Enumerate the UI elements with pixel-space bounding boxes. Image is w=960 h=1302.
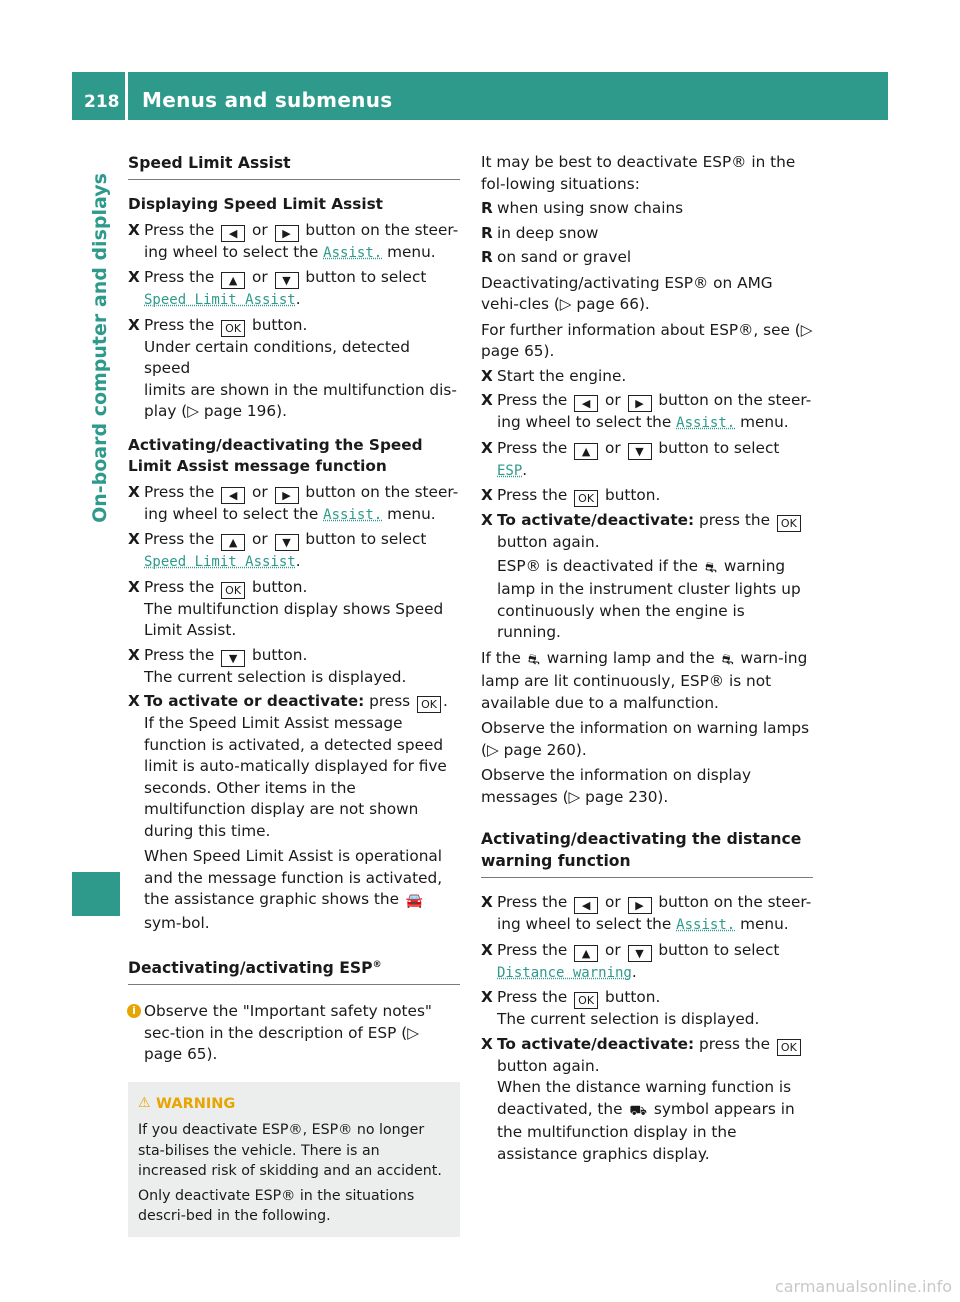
text: When the distance warning function is deactivated, the bbox=[497, 1078, 792, 1118]
up-arrow-key-icon: ▲ bbox=[221, 272, 245, 289]
step bbox=[128, 315, 460, 423]
info-note bbox=[128, 1001, 460, 1066]
text: If the bbox=[481, 648, 521, 667]
text: button again. bbox=[497, 1056, 600, 1075]
text: ing wheel to select the bbox=[497, 915, 672, 933]
esp-off-warning-lamp-icon: ⛐ bbox=[721, 651, 734, 668]
text: button to select bbox=[658, 940, 780, 959]
text: symbol appears in the multifunction display in the assistance graphics display. bbox=[497, 1099, 795, 1163]
text: or bbox=[604, 438, 621, 457]
text: or bbox=[604, 940, 621, 959]
text: button on the steer- bbox=[658, 391, 812, 409]
text: Press the bbox=[144, 220, 215, 239]
text: menu. bbox=[387, 504, 436, 523]
up-arrow-key-icon: ▲ bbox=[574, 443, 598, 460]
paragraph bbox=[481, 648, 813, 715]
section-title-distance-warning: Activating/deactivating the distance warning function bbox=[481, 828, 813, 878]
text: or bbox=[604, 391, 621, 409]
text: or bbox=[251, 220, 268, 239]
text: sym-bol. bbox=[144, 913, 210, 932]
list-item: R when using snow chains bbox=[481, 198, 813, 220]
text: button. bbox=[604, 988, 661, 1006]
list-item: R in deep snow bbox=[481, 223, 813, 245]
text: Press the bbox=[144, 645, 215, 664]
subheading-message-function: Activating/deactivating the Speed Limit Assist message function bbox=[128, 435, 423, 475]
step: X To activate or deactivate: press OK . If the Speed Limit Assist message function is activated, a detected speed limit is auto-matically displayed for five seconds. Other items in the multifunction display are not shown during this time. When Speed Limit Assist is operational and the message function is activated, the assistance graphic shows the 🚘 sym-bol. bbox=[128, 691, 460, 934]
text: or bbox=[604, 893, 621, 911]
text: Press the bbox=[497, 940, 568, 959]
text: Press the bbox=[144, 315, 215, 334]
text: menu. bbox=[387, 242, 436, 261]
ok-key-icon: OK bbox=[221, 320, 245, 337]
text: Start the engine. bbox=[497, 366, 627, 385]
section-title-text: Deactivating/activating ESP bbox=[128, 959, 373, 978]
step bbox=[481, 892, 813, 937]
text: The multifunction display shows Speed bbox=[144, 599, 444, 618]
step bbox=[481, 485, 813, 507]
text: button. bbox=[251, 645, 308, 664]
text: button to select bbox=[305, 268, 427, 286]
side-block bbox=[72, 872, 120, 916]
paragraph: It may be best to deactivate ESP® in the fol-lowing situations: bbox=[481, 153, 796, 193]
text: Press the bbox=[144, 577, 215, 596]
down-arrow-key-icon: ▼ bbox=[275, 272, 299, 289]
list-item: R on sand or gravel bbox=[481, 247, 813, 269]
ok-key-icon: OK bbox=[574, 992, 598, 1009]
section-title-speed-limit-assist: Speed Limit Assist bbox=[128, 152, 460, 180]
watermark: carmanualsonline.info bbox=[774, 1277, 952, 1296]
warning-heading-text: WARNING bbox=[156, 1095, 236, 1112]
menu-name: Speed Limit Assist bbox=[144, 292, 296, 308]
paragraph: For further information about ESP®, see (▷ page 65). bbox=[481, 320, 813, 360]
right-arrow-key-icon: ▶ bbox=[275, 487, 299, 504]
right-column bbox=[481, 152, 813, 1165]
ok-key-icon: OK bbox=[417, 696, 441, 713]
warning-triangle-icon: ⚠ bbox=[138, 1094, 151, 1111]
text: Press the bbox=[497, 988, 568, 1006]
left-arrow-key-icon: ◀ bbox=[221, 487, 245, 504]
text: Press the bbox=[497, 438, 568, 457]
text: Press the bbox=[144, 268, 215, 286]
text: button. bbox=[251, 315, 308, 334]
down-arrow-key-icon: ▼ bbox=[221, 650, 245, 667]
menu-name: Speed Limit Assist bbox=[144, 554, 296, 570]
menu-name: ESP bbox=[497, 462, 523, 479]
header-divider bbox=[125, 72, 128, 120]
text: press bbox=[369, 692, 411, 710]
ok-key-icon: OK bbox=[221, 582, 245, 599]
distance-warning-off-symbol-icon: ⛟ bbox=[629, 1102, 648, 1119]
text: ESP® is deactivated if the bbox=[497, 556, 699, 575]
right-arrow-key-icon: ▶ bbox=[275, 225, 299, 242]
text: warn-ing lamp are lit continuously, ESP® is not available due to a malfunction. bbox=[481, 648, 808, 712]
text: Press the bbox=[497, 893, 568, 911]
left-column bbox=[128, 152, 460, 1237]
text: Press the bbox=[144, 482, 215, 501]
text: button to select bbox=[658, 438, 780, 457]
down-arrow-key-icon: ▼ bbox=[628, 443, 652, 460]
step bbox=[128, 482, 460, 527]
up-arrow-key-icon: ▲ bbox=[221, 534, 245, 551]
text: The current selection is displayed. bbox=[497, 1010, 760, 1028]
text: or bbox=[251, 530, 268, 548]
text: When Speed Limit Assist is operational and the message function is activated, the assistance graphic shows the bbox=[144, 847, 443, 908]
warning-paragraph: Only deactivate ESP® in the situations descri-bed in the following. bbox=[138, 1187, 415, 1225]
text: ing wheel to select the bbox=[144, 504, 319, 523]
menu-name: Assist. bbox=[676, 917, 736, 933]
subheading-displaying: Displaying Speed Limit Assist bbox=[128, 195, 383, 213]
up-arrow-key-icon: ▲ bbox=[574, 945, 598, 962]
bold-label: To activate or deactivate: bbox=[144, 692, 365, 710]
warning-paragraph: If you deactivate ESP®, ESP® no longer sta-bilises the vehicle. There is an increased risk of skidding and an accident. bbox=[138, 1122, 442, 1180]
menu-name: Assist. bbox=[323, 244, 383, 261]
text: button on the steer- bbox=[305, 482, 459, 501]
page-title: Menus and submenus bbox=[142, 88, 393, 112]
text: menu. bbox=[740, 915, 789, 933]
text: button on the steer- bbox=[305, 220, 459, 239]
text: warning lamp in the instrument cluster lights up continuously when the engine is running. bbox=[497, 556, 801, 641]
step bbox=[128, 645, 460, 689]
paragraph: Observe the information on display messages (▷ page 230). bbox=[481, 766, 752, 806]
info-icon: i bbox=[127, 1004, 141, 1018]
step: X Press the ▲ or ▼ button to select Speed Limit Assist. bbox=[128, 529, 460, 574]
text: button. bbox=[604, 486, 661, 504]
info-text: Observe the "Important safety notes" sec-tion in the description of ESP (▷ page 65). bbox=[144, 1002, 432, 1064]
step: X Press the ▲ or ▼ button to select Distance warning. bbox=[481, 940, 813, 985]
left-arrow-key-icon: ◀ bbox=[574, 897, 598, 914]
ok-key-icon: OK bbox=[574, 490, 598, 507]
text: limits are shown in the multifunction dis- bbox=[144, 380, 457, 399]
menu-name: Assist. bbox=[676, 415, 736, 431]
down-arrow-key-icon: ▼ bbox=[628, 945, 652, 962]
text: press the bbox=[699, 511, 770, 529]
text: Press the bbox=[497, 486, 568, 504]
left-arrow-key-icon: ◀ bbox=[221, 225, 245, 242]
step bbox=[128, 577, 460, 642]
esp-warning-lamp-icon: ⛐ bbox=[527, 651, 540, 668]
right-arrow-key-icon: ▶ bbox=[628, 897, 652, 914]
text: button again. bbox=[497, 533, 600, 551]
text: ing wheel to select the bbox=[497, 413, 672, 431]
page-number: 218 bbox=[84, 92, 120, 112]
bold-label: To activate/deactivate: bbox=[497, 1034, 695, 1053]
text: press the bbox=[699, 1034, 770, 1053]
step bbox=[481, 366, 813, 388]
text: or bbox=[251, 268, 268, 286]
right-arrow-key-icon: ▶ bbox=[628, 395, 652, 412]
text: button to select bbox=[305, 530, 427, 548]
ok-key-icon: OK bbox=[777, 1039, 801, 1056]
text: Under certain conditions, detected speed bbox=[144, 337, 410, 377]
esp-off-warning-lamp-icon: ⛐ bbox=[704, 559, 717, 576]
text: Press the bbox=[144, 530, 215, 548]
step bbox=[481, 1034, 813, 1166]
text: ing wheel to select the bbox=[144, 242, 319, 261]
left-arrow-key-icon: ◀ bbox=[574, 395, 598, 412]
paragraph: Deactivating/activating ESP® on AMG vehi-cles (▷ page 66). bbox=[481, 273, 773, 313]
paragraph: Observe the information on warning lamps (▷ page 260). bbox=[481, 719, 810, 759]
section-title-esp: Deactivating/activating ESP® bbox=[128, 954, 460, 985]
step: X Press the ▲ or ▼ button to select Speed Limit Assist. bbox=[128, 267, 460, 312]
bold-label: To activate/deactivate: bbox=[497, 511, 695, 529]
text: The current selection is displayed. bbox=[144, 667, 407, 686]
step bbox=[481, 390, 813, 435]
menu-name: Distance warning bbox=[497, 964, 632, 981]
text: button on the steer- bbox=[658, 893, 812, 911]
down-arrow-key-icon: ▼ bbox=[275, 534, 299, 551]
page-reference: play (▷ page 196). bbox=[144, 402, 287, 420]
text: Press the bbox=[497, 391, 568, 409]
text: Limit Assist. bbox=[144, 621, 237, 639]
menu-name: Assist. bbox=[323, 506, 383, 523]
text: warning lamp and the bbox=[546, 648, 715, 667]
side-tab-label: On-board computer and displays bbox=[89, 173, 111, 523]
text: or bbox=[251, 482, 268, 501]
warning-heading bbox=[138, 1094, 450, 1115]
step bbox=[481, 510, 813, 644]
step bbox=[481, 987, 813, 1031]
text: menu. bbox=[740, 413, 789, 431]
text: button. bbox=[251, 577, 308, 596]
step bbox=[128, 220, 460, 265]
side-tab bbox=[86, 158, 114, 538]
paragraph: If the Speed Limit Assist message function is activated, a detected speed limit is auto-matically displayed for five seconds. Other items in the multifunction display are not shown during this time. bbox=[144, 714, 447, 840]
car-speed-limit-symbol-icon: 🚘 bbox=[405, 893, 424, 909]
step: X Press the ▲ or ▼ button to select ESP. bbox=[481, 438, 813, 483]
warning-box bbox=[128, 1082, 460, 1237]
ok-key-icon: OK bbox=[777, 515, 801, 532]
